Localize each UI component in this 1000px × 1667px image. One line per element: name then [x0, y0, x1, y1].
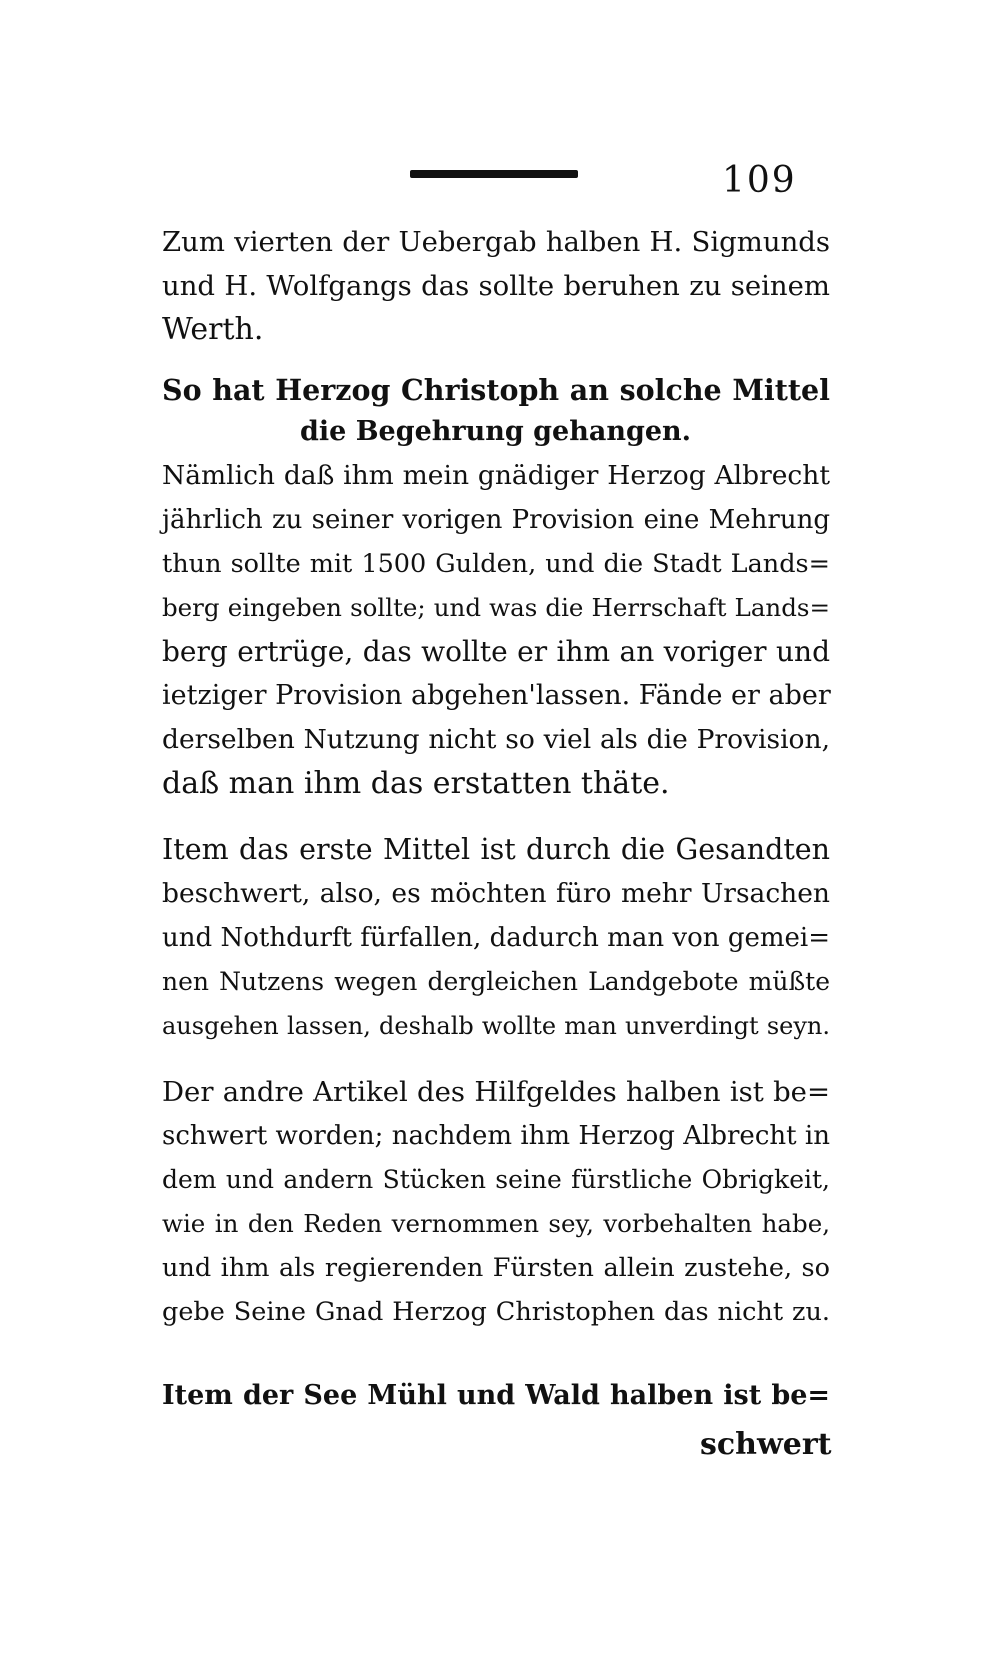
text-line: und Nothdurft fürfallen, dadurch man von gemei=	[162, 923, 830, 953]
text-line: Werth.	[162, 312, 264, 347]
text-line: ausgehen lassen, deshalb wollte man unverdingt seyn.	[162, 1012, 830, 1040]
section-heading-continued: die Begehrung gehangen.	[300, 416, 692, 447]
text-line: wie in den Reden vernommen sey, vorbehalten habe,	[162, 1209, 830, 1238]
text-line: daß man ihm das erstatten thäte.	[162, 766, 670, 801]
text-line: berg ertrüge, das wollte er ihm an voriger und	[162, 635, 830, 668]
page-number: 109	[722, 160, 797, 201]
text-line: berg eingeben sollte; und was die Herrschaft Lands=	[162, 593, 830, 622]
text-line: und ihm als regierenden Fürsten allein zustehe, so	[162, 1253, 830, 1283]
section-heading: So hat Herzog Christoph an solche Mittel	[162, 373, 830, 407]
text-line: und H. Wolfgangs das sollte beruhen zu seinem	[162, 270, 830, 302]
text-line: Item der See Mühl und Wald halben ist be=	[162, 1380, 830, 1411]
text-line: Nämlich daß ihm mein gnädiger Herzog Albrecht	[162, 460, 830, 491]
text-line: nen Nutzens wegen dergleichen Landgebote müßte	[162, 967, 830, 996]
text-line: derselben Nutzung nicht so viel als die Provision,	[162, 724, 830, 755]
text-line: dem und andern Stücken seine fürstliche Obrigkeit,	[162, 1165, 830, 1194]
text-line: Item das erste Mittel ist durch die Gesandten	[162, 833, 830, 866]
text-line: gebe Seine Gnad Herzog Christophen das nicht zu.	[162, 1297, 830, 1327]
text-line: Zum vierten der Uebergab halben H. Sigmunds	[162, 226, 830, 258]
text-line: thun sollte mit 1500 Gulden, und die Stadt Lands=	[162, 549, 830, 579]
header-rule	[410, 170, 578, 178]
text-line: ietziger Provision abgehen'lassen. Fände er aber	[162, 680, 831, 711]
catchword: schwert	[700, 1427, 832, 1462]
text-line: Der andre Artikel des Hilfgeldes halben ist be=	[162, 1076, 830, 1108]
text-line: schwert worden; nachdem ihm Herzog Albrecht in	[162, 1121, 830, 1151]
text-line: jährlich zu seiner vorigen Provision eine Mehrung	[162, 505, 830, 535]
text-line: beschwert, also, es möchten füro mehr Ursachen	[162, 878, 830, 909]
